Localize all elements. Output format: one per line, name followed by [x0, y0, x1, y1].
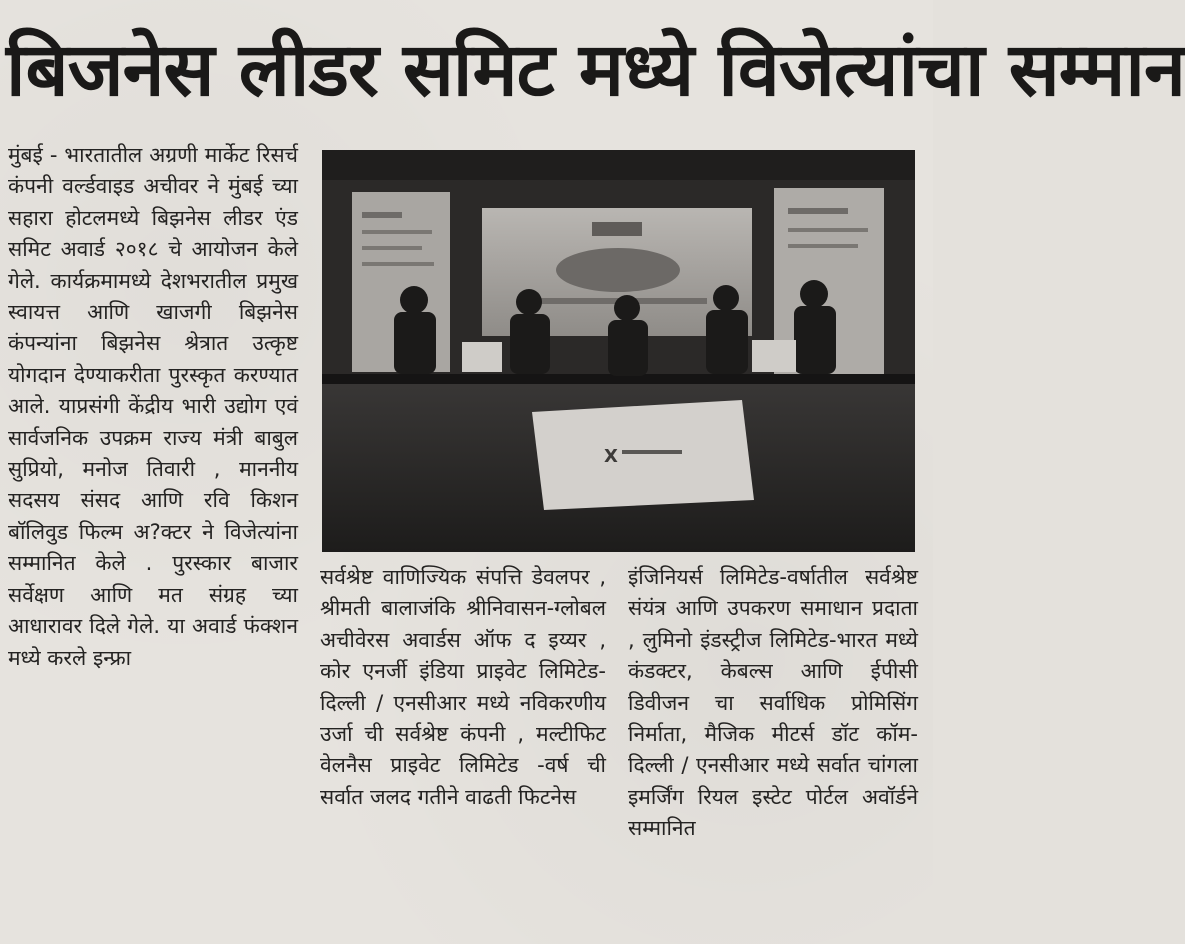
- article-column-right: इंजिनियर्स लिमिटेड-वर्षातील सर्वश्रेष्ट संयंत्र आणि उपकरण समाधान प्रदाता , लुमिनो इंडस्ट्रीज लिमिटेड-भारत मध्ये कंडक्टर, केबल्स आणि ईपीसी डिवीजन चा सर्वाधिक प्रोमिसिंग निर्माता, मैजिक मीटर्स डॉट कॉम-दिल्ली / एनसीआर मध्ये सर्वात चांगला इमर्जिंग रियल इस्टेट पोर्टल अवॉर्डने सम्मानित: [628, 565, 918, 841]
- award-stage-photo: [322, 150, 915, 552]
- article-column-left: मुंबई - भारतातील अग्रणी मार्केट रिसर्च कंपनी वर्ल्डवाइड अचीवर ने मुंबई च्या सहारा होटलमध्ये बिझनेस लीडर एंड समिट अवार्ड २०१८ चे आयोजन केले गेले. कार्यक्रमामध्ये देशभरातील प्रमुख स्वायत्त आणि खाजगी बिझनेस कंपन्यांना बिझनेस श्रेत्रात उत्कृष्ट योगदान देण्याकरीता पुरस्कृत करण्यात आले. याप्रसंगी केंद्रीय भारी उद्योग एवं सार्वजनिक उपक्रम राज्य मंत्री बाबुल सुप्रियो, मनोज तिवारी , माननीय सदसय संसद आणि रवि किशन बॉलिवुड फिल्म अ?क्टर ने विजेत्यांना सम्मानित केले . पुरस्कार बाजार सर्वेक्षण आणि मत संग्रह च्या आधारावर दिले गेले. या अवार्ड फंक्शन मध्ये करले इन्फ्रा: [8, 143, 298, 670]
- headline: बिजनेस लीडर समिट मध्ये विजेत्यांचा सम्मान: [6, 27, 1185, 113]
- svg-text:X: X: [604, 446, 618, 467]
- stage-logo-board: [532, 400, 754, 510]
- article-column-middle: सर्वश्रेष्ट वाणिज्यिक संपत्ति डेवलपर , श्रीमती बालाजंकि श्रीनिवासन-ग्लोबल अचीवेरस अवार्डस ऑफ द इय्यर , कोर एनर्जी इंडिया प्राइवेट लिमिटेड-दिल्ली / एनसीआर मध्ये नविकरणीय उर्जा ची सर्वश्रेष्ट कंपनी , मल्टीफिट वेलनैस प्राइवेट लिमिटेड -वर्ष ची सर्वात जलद गतीने वाढती फिटनेस: [320, 565, 606, 809]
